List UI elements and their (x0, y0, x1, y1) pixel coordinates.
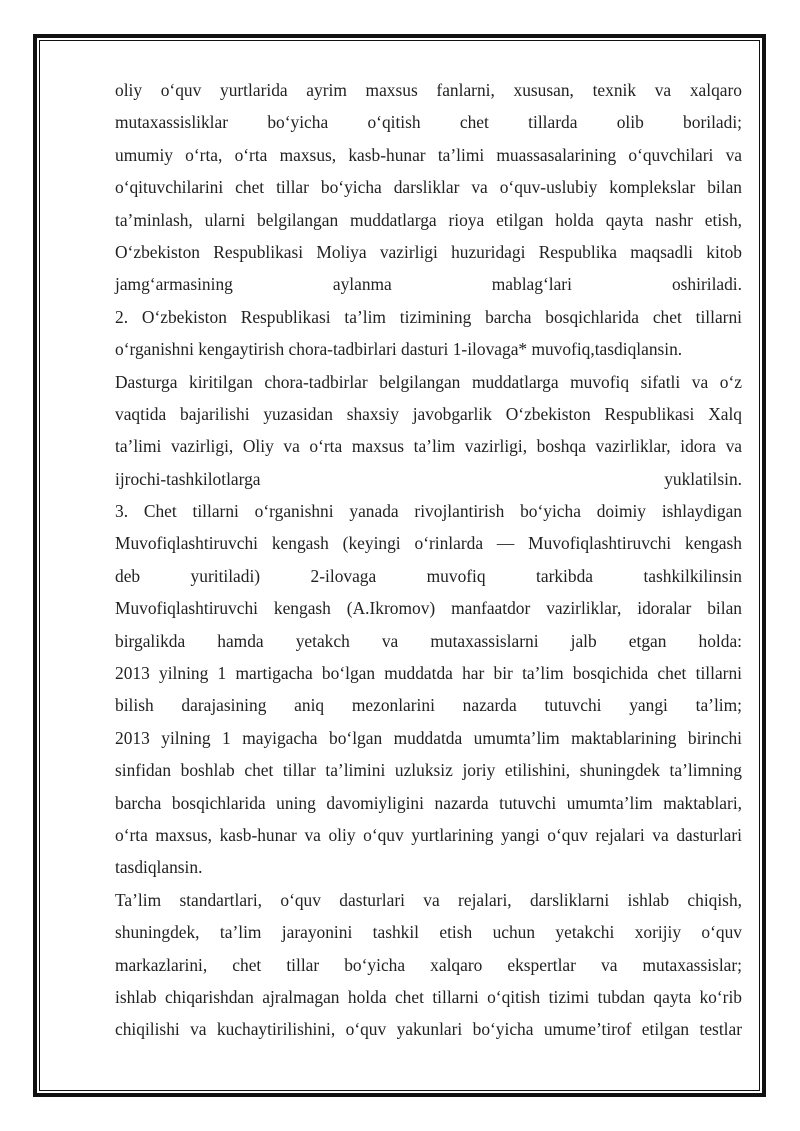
text-line: birgalikda hamda yetakch va mutaxassislarni jalb etgan holda: (115, 630, 742, 651)
text-line: o‘qituvchilarini chet tillar bo‘yicha darsliklar va o‘quv-uslubiy komplekslar bilan (115, 177, 742, 198)
text-line: 2013 yilning 1 mayigacha bo‘lgan muddatda umumta’lim maktablarining birinchi (115, 727, 742, 748)
text-line: jamg‘armasining aylanma mablag‘lari oshiriladi. (115, 274, 742, 295)
text-line: vaqtida bajarilishi yuzasidan shaxsiy javobgarlik O‘zbekiston Respublikasi Xalq (115, 403, 742, 424)
text-line: ijrochi-tashkilotlarga yuklatilsin. (115, 468, 742, 489)
text-line: ta’minlash, ularni belgilangan muddatlarga rioya etilgan holda qayta nashr etish, (115, 209, 742, 230)
text-line: 3. Chet tillarni o‘rganishni yanada rivojlantirish bo‘yicha doimiy ishlaydigan (115, 501, 742, 522)
text-line: 2. O‘zbekiston Respublikasi ta’lim tizimining barcha bosqichlarida chet tillarni (115, 306, 742, 327)
text-line: Dasturga kiritilgan chora-tadbirlar belgilangan muddatlarga muvofiq sifatli va o‘z (115, 371, 742, 392)
text-line: bilish darajasining aniq mezonlarini nazarda tutuvchi yangi ta’lim; (115, 695, 742, 716)
text-line: 2013 yilning 1 martigacha bo‘lgan muddatda har bir ta’lim bosqichida chet tillarni (115, 663, 742, 684)
text-line: O‘zbekiston Respublikasi Moliya vazirligi huzuridagi Respublika maqsadli kitob (115, 241, 742, 262)
text-line: deb yuritiladi) 2-ilovaga muvofiq tarkibda tashkilkilinsin (115, 565, 742, 586)
text-line: o‘rganishni kengaytirish chora-tadbirlari dasturi 1-ilovaga* muvofiq,tasdiqlansin. (115, 339, 683, 360)
text-line: Ta’lim standartlari, o‘quv dasturlari va rejalari, darsliklarni ishlab chiqish, (115, 889, 742, 910)
text-line: Muvofiqlashtiruvchi kengash (keyingi o‘rinlarda — Muvofiqlashtiruvchi kengash (115, 533, 742, 554)
document-body (115, 74, 742, 1046)
text-line: sinfidan boshlab chet tillar ta’limini uzluksiz joriy etilishini, shuningdek ta’limning (115, 760, 742, 781)
text-line: o‘rta maxsus, kasb-hunar va oliy o‘quv yurtlarining yangi o‘quv rejalari va dasturlari (115, 824, 742, 845)
text-line: tasdiqlansin. (115, 857, 203, 878)
text-line: shuningdek, ta’lim jarayonini tashkil etish uchun yetakchi xorijiy o‘quv (115, 922, 742, 943)
text-line: barcha bosqichlarida uning davomiyligini nazarda tutuvchi umumta’lim maktablari, (115, 792, 742, 813)
text-line: ta’limi vazirligi, Oliy va o‘rta maxsus ta’lim vazirligi, boshqa vazirliklar, idora va (115, 436, 742, 457)
text-line: oliy o‘quv yurtlarida ayrim maxsus fanlarni, xususan, texnik va xalqaro (115, 80, 742, 100)
text-line: Muvofiqlashtiruvchi kengash (A.Ikromov) manfaatdor vazirliklar, idoralar bilan (115, 598, 742, 619)
text-line: mutaxassisliklar bo‘yicha o‘qitish chet tillarda olib boriladi; (115, 112, 742, 133)
text-line: umumiy o‘rta, o‘rta maxsus, kasb-hunar ta’limi muassasalarining o‘quvchilari va (115, 144, 742, 165)
text-line: ishlab chiqarishdan ajralmagan holda chet tillarni o‘qitish tizimi tubdan qayta ko‘rib (115, 986, 742, 1007)
text-line: markazlarini, chet tillar bo‘yicha xalqaro ekspertlar va mutaxassislar; (115, 954, 742, 975)
text-line: chiqilishi va kuchaytirilishini, o‘quv yakunlari bo‘yicha umume’tirof etilgan testlar (115, 1019, 742, 1040)
